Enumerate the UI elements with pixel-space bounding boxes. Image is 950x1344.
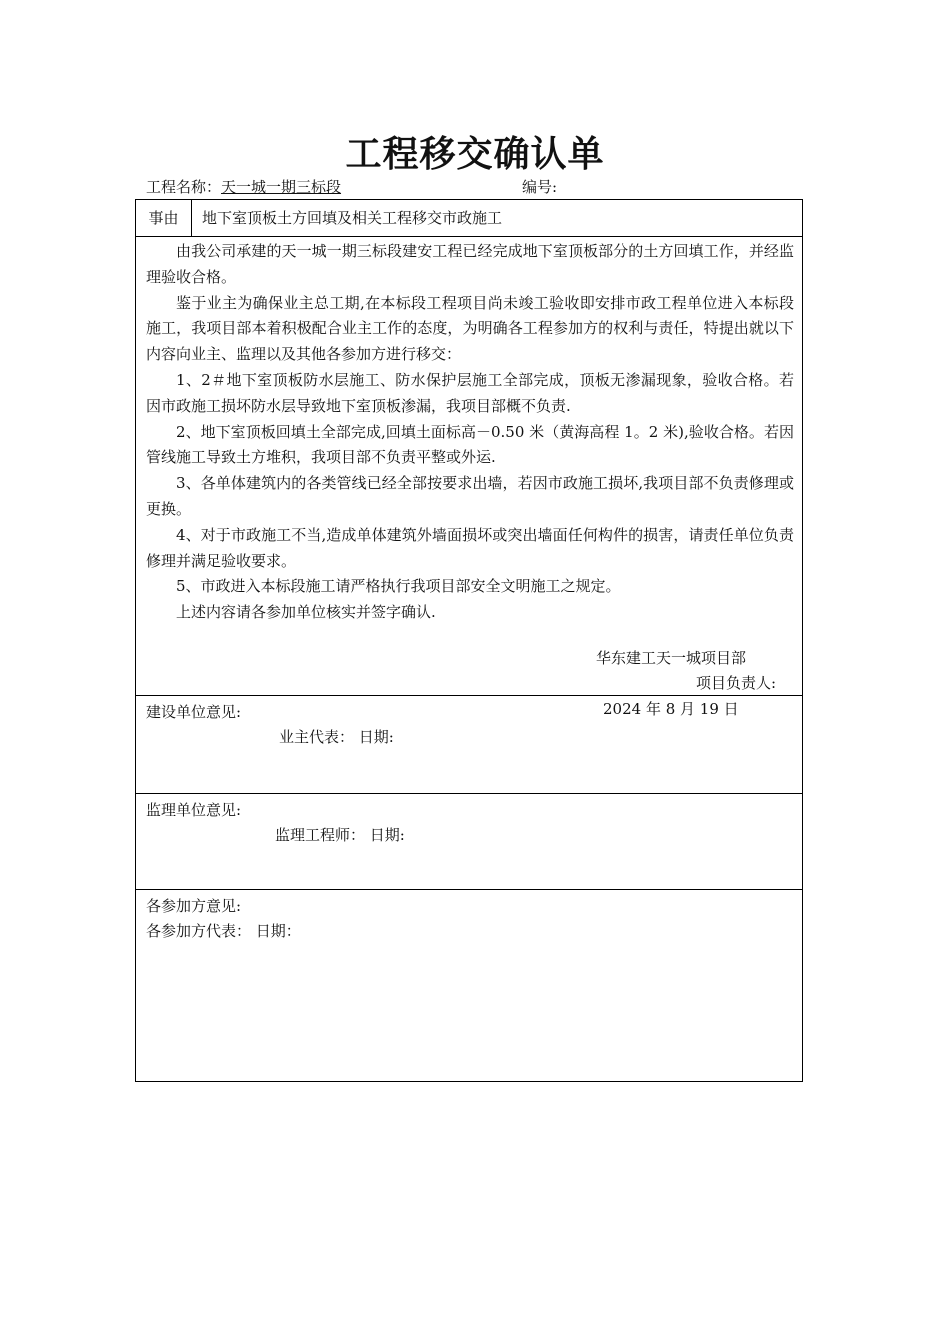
content-paragraph: 由我公司承建的天一城一期三标段建安工程已经完成地下室顶板部分的土方回填工作，并经监理验收合格。 <box>146 242 794 286</box>
project-name-value: 天一城一期三标段 <box>221 178 342 196</box>
project-name-field <box>146 176 341 197</box>
participants-section <box>136 889 802 1081</box>
supervision-unit-section <box>136 793 802 889</box>
project-name-label: 工程名称： <box>146 178 222 196</box>
construction-unit-section <box>136 695 802 793</box>
content-paragraph: 4、对于市政施工不当,造成单体建筑外墙面损坏或突出墙面任何构件的损害，请责任单位负责修理并满足验收要求。 <box>146 525 794 570</box>
participants-opinion-heading: 各参加方意见: <box>146 897 242 915</box>
owner-representative-line: 业主代表： 日期: <box>279 728 394 746</box>
matter-label: 事由 <box>136 200 192 236</box>
handover-form <box>135 199 803 1082</box>
content-paragraph: 3、各单体建筑内的各类管线已经全部按要求出墙，若因市政施工损坏,我项目部不负责修理或更换。 <box>146 474 794 518</box>
matter-row <box>136 200 802 236</box>
content-paragraph: 1、2＃地下室顶板防水层施工、防水保护层施工全部完成，顶板无渗漏现象，验收合格。若因市政施工损坏防水层导致地下室顶板渗漏，我项目部概不负责. <box>146 370 794 415</box>
project-manager-label: 项目负责人: <box>696 674 777 692</box>
content-paragraph: 5、市政进入本标段施工请严格执行我项目部安全文明施工之规定。 <box>176 577 621 596</box>
content-paragraph: 鉴于业主为确保业主总工期,在本标段工程项目尚未竣工验收即安排市政工程单位进入本标段施工，我项目部本着积极配合业主工作的态度，为明确各工程参加方的权利与责任，特提出就以下内容向业主、监理以及其他各参加方进行移交： <box>146 293 794 364</box>
participants-representative-line: 各参加方代表： 日期： <box>146 922 301 940</box>
sign-date: 2024 年 8 月 19 日 <box>603 700 739 718</box>
company-name: 华东建工天一城项目部 <box>596 649 747 667</box>
content-paragraph: 上述内容请各参加单位核实并签字确认. <box>176 603 436 622</box>
construction-opinion-heading: 建设单位意见: <box>146 703 242 721</box>
document-title: 工程移交确认单 <box>345 134 605 175</box>
supervision-opinion-heading: 监理单位意见: <box>146 801 242 819</box>
document-number-label: 编号: <box>522 178 558 196</box>
supervision-engineer-line: 监理工程师： 日期: <box>275 826 405 844</box>
matter-value: 地下室顶板土方回填及相关工程移交市政施工 <box>202 209 503 227</box>
content-paragraph: 2、地下室顶板回填土全部完成,回填土面标高－0.50 米（黄海高程 1。2 米),验收合格。若因管线施工导致土方堆积，我项目部不负责平整或外运. <box>146 422 794 467</box>
